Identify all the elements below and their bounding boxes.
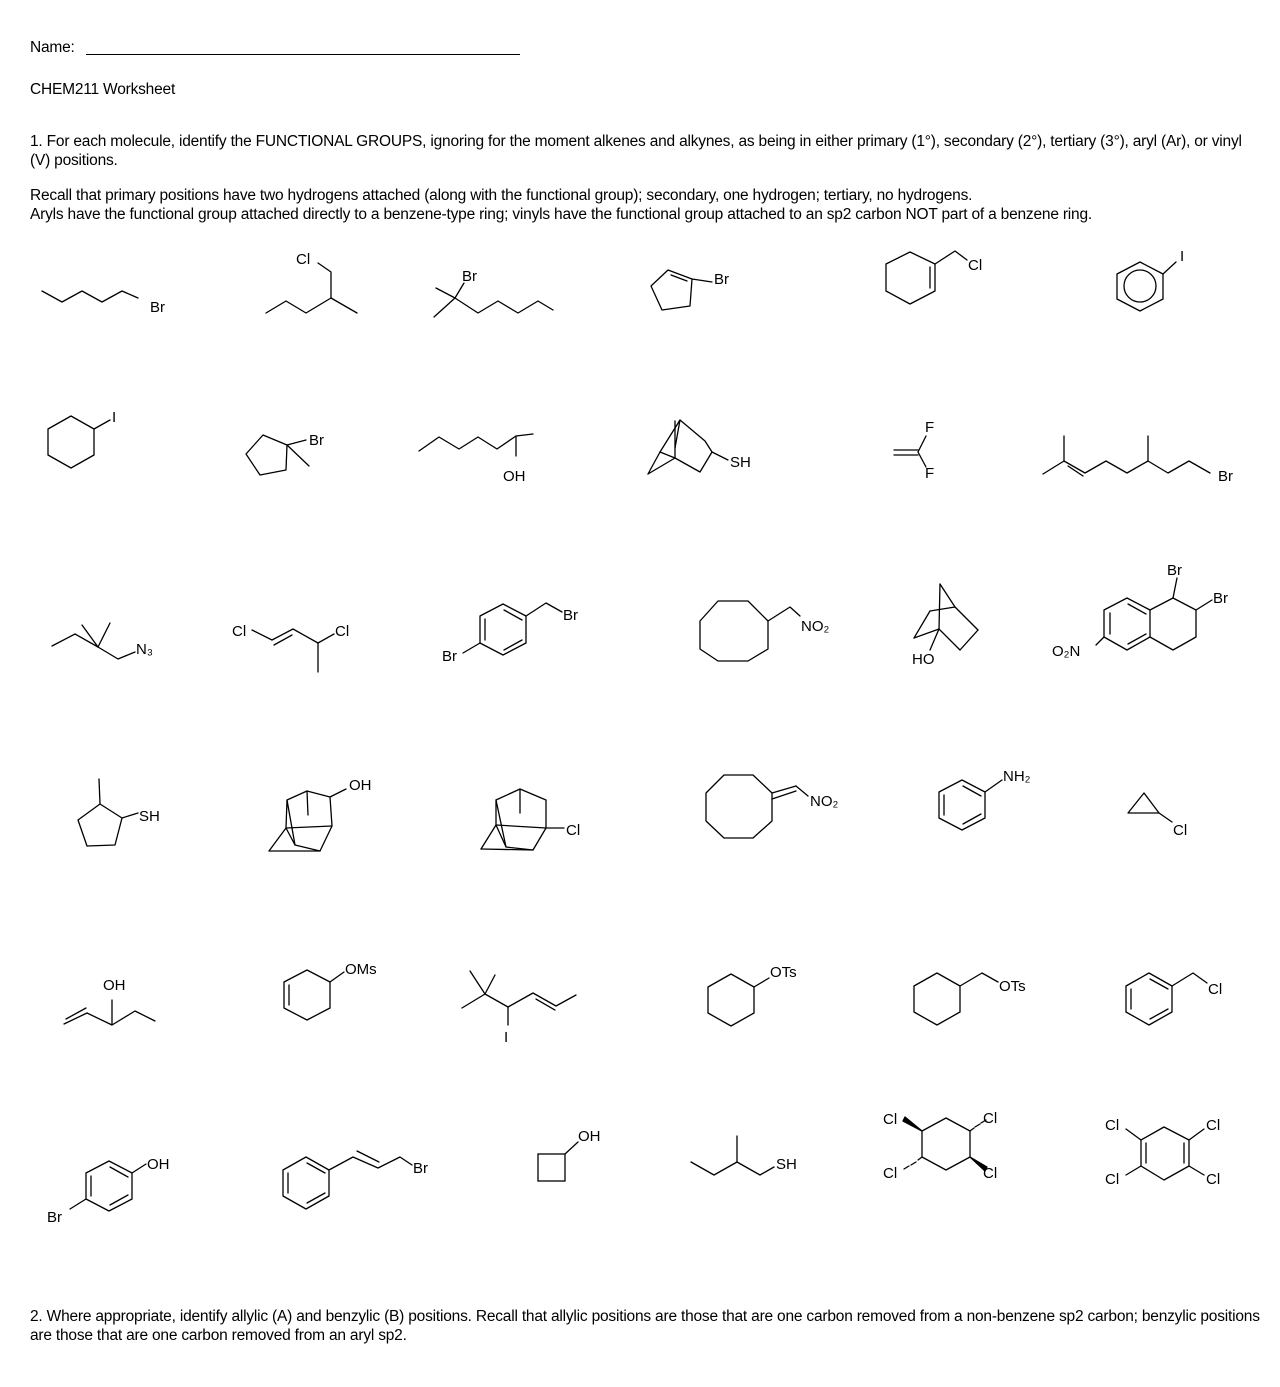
molecule-cyclohexylmethyl-tosylate (914, 973, 1026, 1025)
label-cl: Cl (883, 1165, 898, 1182)
label-br: Br (47, 1209, 62, 1226)
label-cl: Cl (1206, 1117, 1221, 1134)
molecule-norbornanol (912, 584, 978, 668)
label-oh: OH (503, 468, 526, 485)
molecule-nitromethyl-cyclooctane (700, 601, 830, 661)
molecule-chloromethyl-cyclohexene (886, 251, 982, 304)
label-br: Br (150, 299, 165, 316)
label-i: I (112, 409, 117, 426)
molecule-pentenol (64, 977, 155, 1025)
molecule-azido-dimethylbutane (52, 623, 153, 659)
label-oh: OH (103, 977, 126, 994)
molecule-nitromethylene-cyclooctane (706, 775, 839, 838)
label-br: Br (309, 432, 324, 449)
label-cl: Cl (566, 822, 581, 839)
label-i: I (1180, 248, 1185, 265)
molecule-chloromethyl-pentane (266, 251, 357, 313)
label-br: Br (413, 1160, 428, 1177)
molecule-chlorocyclopropane (1128, 793, 1187, 839)
label-cl: Cl (1206, 1171, 1221, 1188)
label-no2: NO₂ (810, 793, 839, 810)
molecule-1-bromopentane (42, 291, 165, 316)
molecule-tetrachlorocyclohexadiene (1105, 1117, 1220, 1188)
label-ots: OTs (770, 964, 797, 981)
molecule-bromo-dimethyl-heptane (434, 268, 553, 317)
molecule-adamantanol (269, 777, 372, 851)
molecule-bromocyclopentene (651, 270, 729, 310)
label-f: F (925, 465, 935, 482)
molecule-iodobenzene (1117, 248, 1184, 311)
molecule-difluoroethene (894, 419, 934, 482)
label-ho: HO (912, 651, 935, 668)
label-sh: SH (139, 808, 160, 825)
molecule-aniline (939, 768, 1031, 830)
label-f: F (925, 419, 935, 436)
molecule-cinnamyl-bromide (283, 1151, 428, 1209)
molecule-cyclohexenyl-mesylate (284, 961, 377, 1020)
label-oh: OH (578, 1128, 601, 1145)
worksheet-title: CHEM211 Worksheet (30, 81, 176, 98)
label-br: Br (714, 271, 729, 288)
label-cl: Cl (1208, 981, 1223, 998)
molecule-bromophenol (47, 1156, 170, 1226)
molecule-benzyl-chloride (1126, 973, 1222, 1025)
label-oh: OH (147, 1156, 170, 1173)
molecule-bromobenzyl-bromide (442, 603, 578, 665)
molecule-bromo-methyl-cyclopentane (246, 432, 324, 475)
label-n3: N₃ (136, 641, 153, 658)
molecule-dibromo-nitro-tetralin (1052, 562, 1228, 660)
molecule-iodocyclohexane (48, 409, 116, 468)
label-nh2: NH₂ (1003, 768, 1031, 785)
question-1-text: 1. For each molecule, identify the FUNCTIONAL GROUPS, ignoring for the moment alkenes and alkynes, as being in either primary (1°), secondary (2°), tertiary (3°), aryl (Ar), or vinyl (V) positions. (30, 133, 1242, 169)
label-sh: SH (776, 1156, 797, 1173)
molecule-hexan-2-ol (419, 434, 533, 485)
label-cl: Cl (335, 623, 350, 640)
molecule-cyclobutanol (538, 1128, 601, 1181)
molecule-chloroadamantane (481, 789, 580, 850)
molecule-cyclohexyl-tosylate (708, 964, 797, 1026)
label-cl: Cl (983, 1165, 998, 1182)
molecule-methylcyclopentanethiol (78, 779, 160, 846)
label-o2n: O₂N (1052, 643, 1081, 660)
molecule-iodo-dimethyl-heptene (462, 971, 576, 1046)
label-oh: OH (349, 777, 372, 794)
label-br: Br (462, 268, 477, 285)
label-cl: Cl (968, 257, 983, 274)
label-br: Br (563, 607, 578, 624)
molecule-dichloropentene (232, 623, 349, 672)
label-br: Br (1167, 562, 1182, 579)
molecule-norbornane-thiol (648, 420, 751, 474)
question-2-text: 2. Where appropriate, identify allylic (A) and benzylic (B) positions. Recall that allylic positions are those that are one carbon removed from a non-benzene sp2 carbon; benzylic positions are those that are one carbon removed from an aryl sp2. (30, 1308, 1260, 1344)
label-cl: Cl (1105, 1171, 1120, 1188)
label-oms: OMs (345, 961, 377, 978)
recall-line-2: Aryls have the functional group attached directly to a benzene-type ring; vinyls have the functional group attached to an sp2 carbon NOT part of a benzene ring. (30, 206, 1092, 223)
label-cl: Cl (883, 1111, 898, 1128)
label-cl: Cl (232, 623, 247, 640)
label-no2: NO₂ (801, 618, 830, 635)
label-i: I (504, 1029, 509, 1046)
label-ots: OTs (999, 978, 1026, 995)
label-sh: SH (730, 454, 751, 471)
molecule-methylbutanethiol (691, 1136, 797, 1175)
molecule-tetrachlorocyclohexane (883, 1110, 997, 1182)
label-cl: Cl (1173, 822, 1188, 839)
label-cl: Cl (983, 1110, 998, 1127)
label-br: Br (1213, 590, 1228, 607)
molecule-citronellyl-bromide (1043, 436, 1233, 485)
label-br: Br (442, 648, 457, 665)
label-cl: Cl (296, 251, 311, 268)
name-label: Name: (30, 39, 75, 56)
recall-line-1: Recall that primary positions have two hydrogens attached (along with the functional group); secondary, one hydrogen; tertiary, no hydrogens. (30, 187, 973, 204)
label-cl: Cl (1105, 1117, 1120, 1134)
label-br: Br (1218, 468, 1233, 485)
